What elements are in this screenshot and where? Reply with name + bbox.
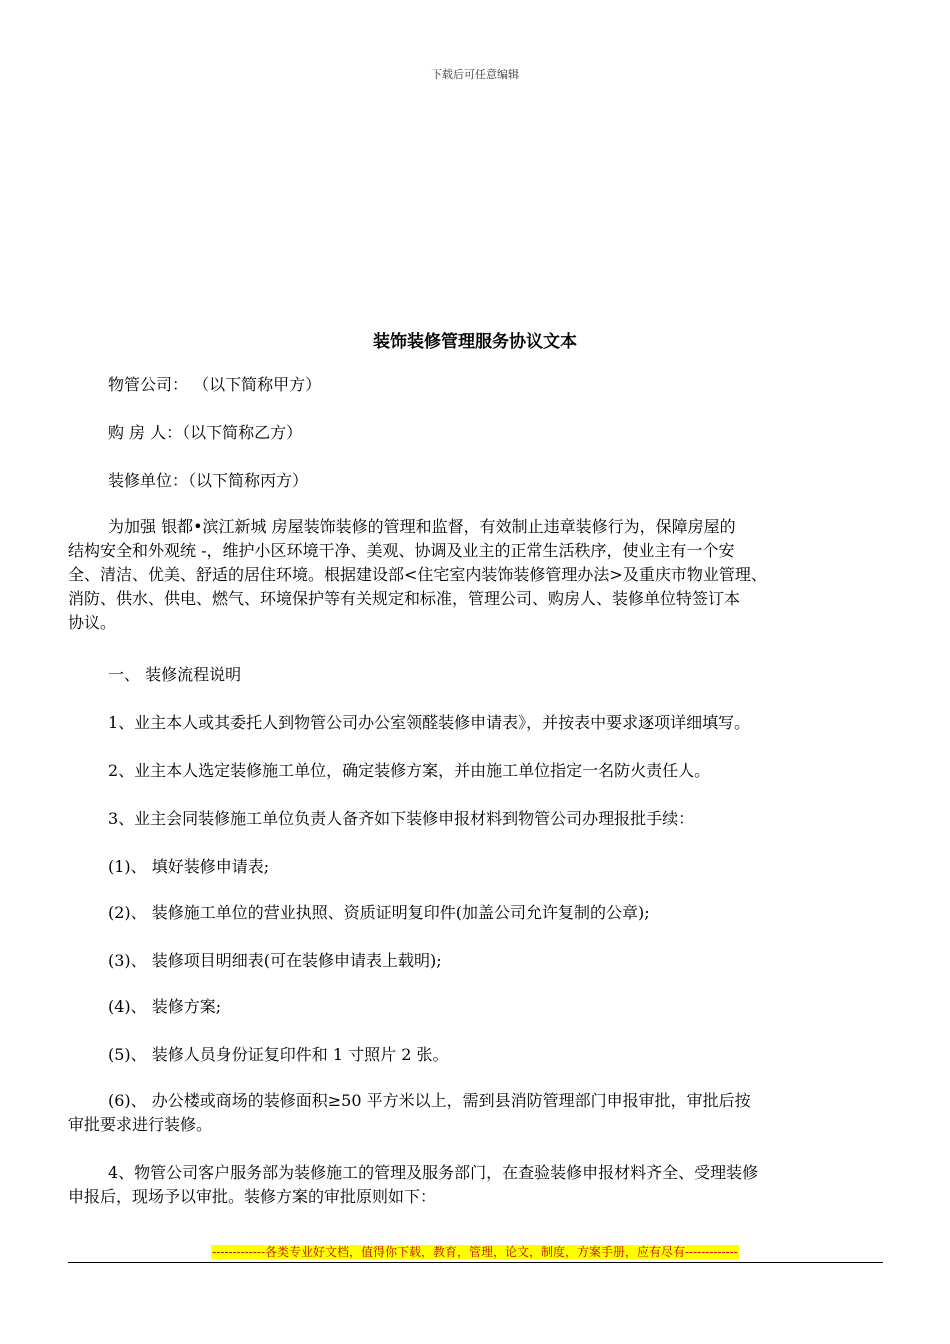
material-item-1: (1)、 填好装修申请表;	[108, 857, 270, 876]
step-4-line: 4、物管公司客户服务部为装修施工的管理及服务部门，在查验装修申报材料齐全、受理装修	[108, 1163, 759, 1182]
party-decorator: 装修单位：（以下简称丙方）	[108, 471, 309, 490]
material-item-4: (4)、 装修方案;	[108, 997, 222, 1016]
material-item-6-line: (6)、 办公楼或商场的装修面积≥50 平方米以上，需到县消防管理部门申报审批，审批后按	[108, 1091, 751, 1110]
document-title: 装饰装修管理服务协议文本	[373, 332, 577, 352]
intro-line: 为加强 银都•滨江新城 房屋装饰装修的管理和监督，有效制止违章装修行为，保障房屋的	[108, 517, 736, 536]
intro-paragraph	[68, 515, 883, 635]
step-3: 3、业主会同装修施工单位负责人备齐如下装修申报材料到物管公司办理报批手续：	[108, 809, 695, 828]
intro-line: 协议。	[68, 613, 117, 632]
intro-line: 结构安全和外观统 -，维护小区环境干净、美观、协调及业主的正常生活秩序，使业主有一个安	[68, 541, 735, 560]
party-buyer: 购 房 人：（以下简称乙方）	[108, 423, 303, 442]
material-item-5: (5)、 装修人员身份证复印件和 1 寸照片 2 张。	[108, 1045, 449, 1064]
section-heading: 一、 装修流程说明	[108, 665, 242, 684]
party-property-company: 物管公司： （以下简称甲方）	[108, 375, 322, 394]
footer-banner-text: -------------各类专业好文档，值得你下载，教育，管理，论文，制度，方案手册，应有尽有-------------	[212, 1245, 738, 1259]
material-item-6-line: 审批要求进行装修。	[68, 1115, 213, 1134]
step-4-line: 申报后，现场予以审批。装修方案的审批原则如下：	[68, 1187, 437, 1206]
material-item-2: (2)、 装修施工单位的营业执照、资质证明复印件(加盖公司允许复制的公章);	[108, 903, 650, 922]
step-1: 1、业主本人或其委托人到物管公司办公室领醛装修申请表》，并按表中要求逐项详细填写。	[108, 713, 751, 732]
header-note: 下载后可任意编辑	[431, 68, 519, 81]
material-item-3: (3)、 装修项目明细表(可在装修申请表上载明);	[108, 951, 442, 970]
material-item-6	[68, 1089, 883, 1137]
intro-line: 全、清洁、优美、舒适的居住环境。根据建设部<住宅室内装饰装修管理办法>及重庆市物业管理、	[68, 565, 767, 584]
footer-divider	[68, 1262, 883, 1263]
step-4	[68, 1161, 883, 1209]
footer-banner	[0, 1243, 950, 1260]
step-2: 2、业主本人选定装修施工单位，确定装修方案，并由施工单位指定一名防火责任人。	[108, 761, 711, 780]
intro-line: 消防、供水、供电、燃气、环境保护等有关规定和标准，管理公司、购房人、装修单位特签订本	[68, 589, 741, 608]
